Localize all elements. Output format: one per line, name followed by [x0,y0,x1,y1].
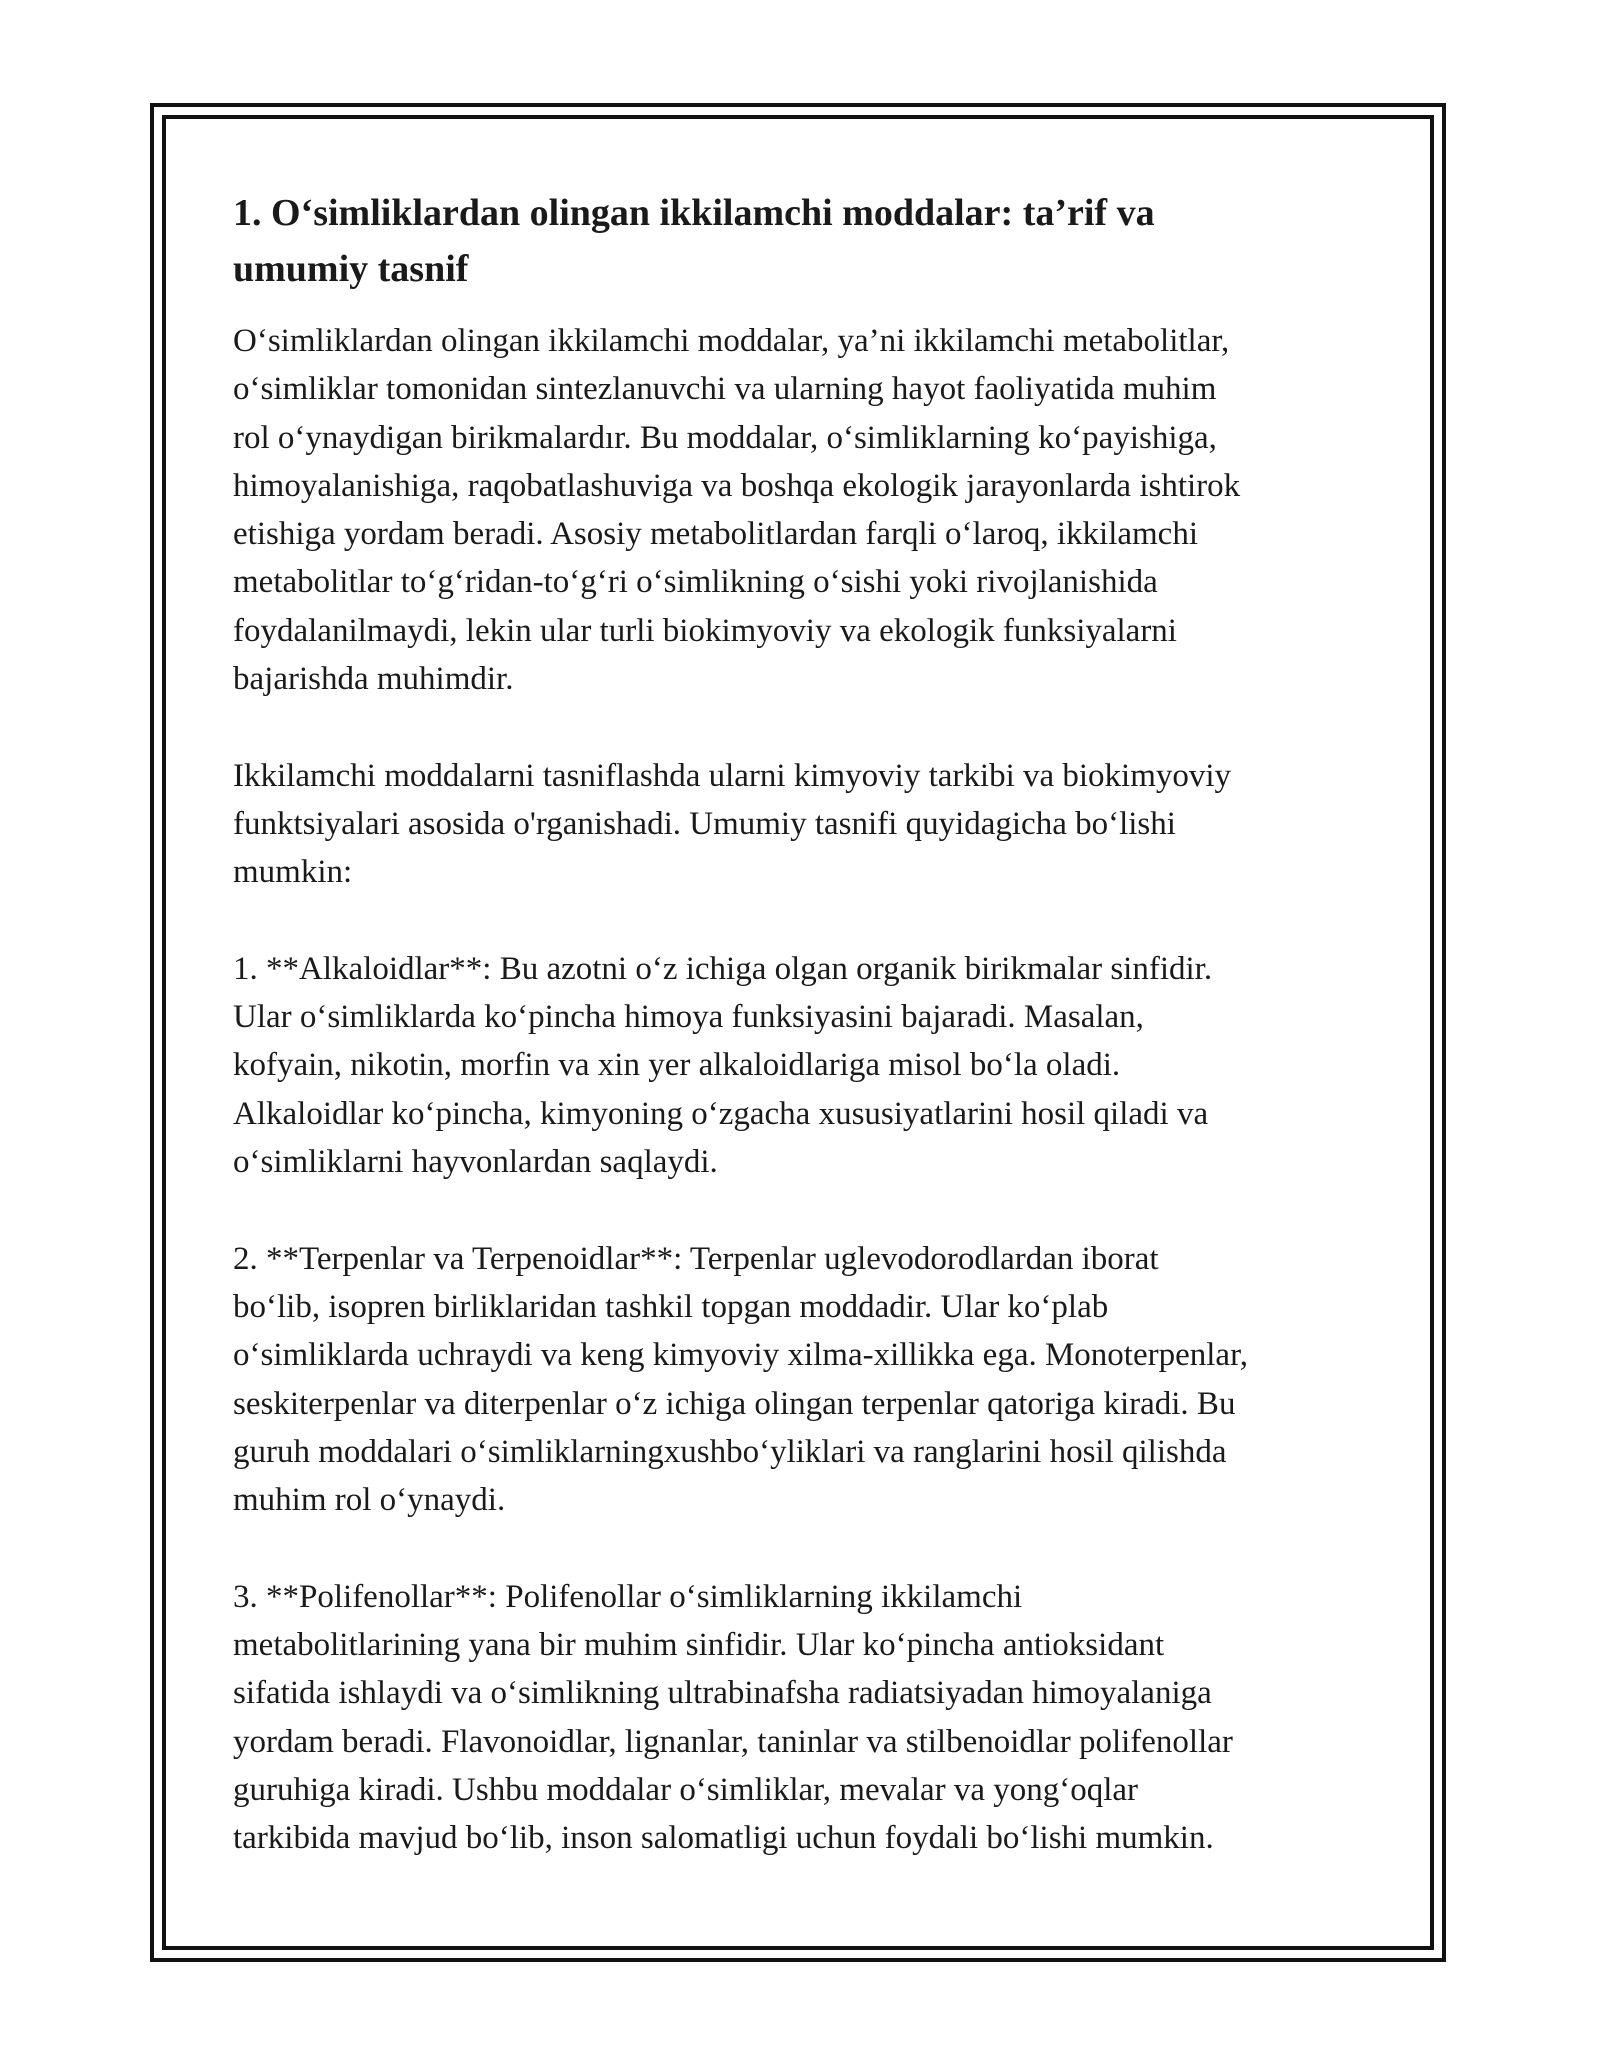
text-line: seskiterpenlar va diterpenlar o‘z ichiga olingan terpenlar qatoriga kiradi. Bu [233,1385,1236,1422]
text-line: metabolitlar to‘g‘ridan-to‘g‘ri o‘simlikning o‘sishi yoki rivojlanishida [233,564,1158,601]
text-line: o‘simliklarda uchraydi va keng kimyoviy xilma-xillikka ega. Monoterpenlar, [233,1337,1248,1374]
text-line: guruh moddalari o‘simliklarningxushbo‘yliklari va ranglarini hosil qilishda [233,1433,1227,1470]
classification-paragraph [233,752,1373,897]
document-body [233,185,1373,1863]
text-line: o‘simliklar tomonidan sintezlanuvchi va ularning hayot faoliyatida muhim [233,371,1217,408]
text-line: Ikkilamchi moddalarni tasniflashda ularni kimyoviy tarkibi va biokimyoviy [233,757,1232,794]
list-item-terpenes [233,1235,1373,1525]
text-line: guruhiga kiradi. Ushbu moddalar o‘simliklar, mevalar va yong‘oqlar [233,1771,1139,1808]
text-line: tarkibida mavjud bo‘lib, inson salomatligi uchun foydali bo‘lishi mumkin. [233,1820,1214,1857]
page-title-line-1: 1. O‘simliklardan olingan ikkilamchi moddalar: ta’rif va [233,192,1155,234]
text-line: O‘simliklardan olingan ikkilamchi moddalar, ya’ni ikkilamchi metabolitlar, [233,323,1230,359]
text-line: mumkin: [233,854,353,891]
text-line: 3. **Polifenollar**: Polifenollar o‘simliklarning ikkilamchi [233,1578,1023,1615]
text-line: funktsiyalari asosida o'rganishadi. Umumiy tasnifi quyidagicha bo‘lishi [233,805,1176,842]
text-line: o‘simliklarni hayvonlardan saqlaydi. [233,1144,718,1181]
text-line: sifatida ishlaydi va o‘simlikning ultrabinafsha radiatsiyadan himoyalaniga [233,1675,1212,1712]
text-line: metabolitlarining yana bir muhim sinfidir. Ular ko‘pincha antioksidant [233,1627,1165,1664]
paragraph-spacer [233,1524,1373,1572]
text-line: yordam beradi. Flavonoidlar, lignanlar, taninlar va stilbenoidlar polifenollar [233,1723,1233,1760]
text-line: Alkaloidlar ko‘pincha, kimyoning o‘zgacha xususiyatlarini hosil qiladi va [233,1095,1209,1132]
text-line: foydalanilmaydi, lekin ular turli biokimyoviy va ekologik funksiyalarni [233,612,1177,649]
text-line: bajarishda muhimdir. [233,661,514,698]
text-line: himoyalanishiga, raqobatlashuviga va boshqa ekologik jarayonlarda ishtirok [233,467,1241,504]
page-title-line-2: umumiy tasnif [233,248,469,290]
text-line: 1. **Alkaloidlar**: Bu azotni o‘z ichiga olgan organik birikmalar sinfidir. [233,950,1213,987]
text-line: etishiga yordam beradi. Asosiy metabolitlardan farqli o‘laroq, ikkilamchi [233,516,1198,553]
text-line: muhim rol o‘ynaydi. [233,1482,506,1519]
intro-paragraph [233,317,1373,703]
paragraph-spacer [233,1186,1373,1234]
text-line: bo‘lib, isopren birliklaridan tashkil topgan moddadir. Ular ko‘plab [233,1288,1109,1325]
list-item-alkaloids [233,945,1373,1186]
paragraph-spacer [233,897,1373,945]
list-item-polyphenols [233,1573,1373,1863]
text-line: rol o‘ynaydigan birikmalardır. Bu moddalar, o‘simliklarning ko‘payishiga, [233,419,1217,456]
text-line: kofyain, nikotin, morfin va xin yer alkaloidlariga misol bo‘la oladi. [233,1047,1121,1084]
paragraph-spacer [233,703,1373,751]
text-line: 2. **Terpenlar va Terpenoidlar**: Terpenlar uglevodorodlardan iborat [233,1240,1159,1277]
text-line: Ular o‘simliklarda ko‘pincha himoya funksiyasini bajaradi. Masalan, [233,999,1144,1036]
page-title [233,185,1373,297]
